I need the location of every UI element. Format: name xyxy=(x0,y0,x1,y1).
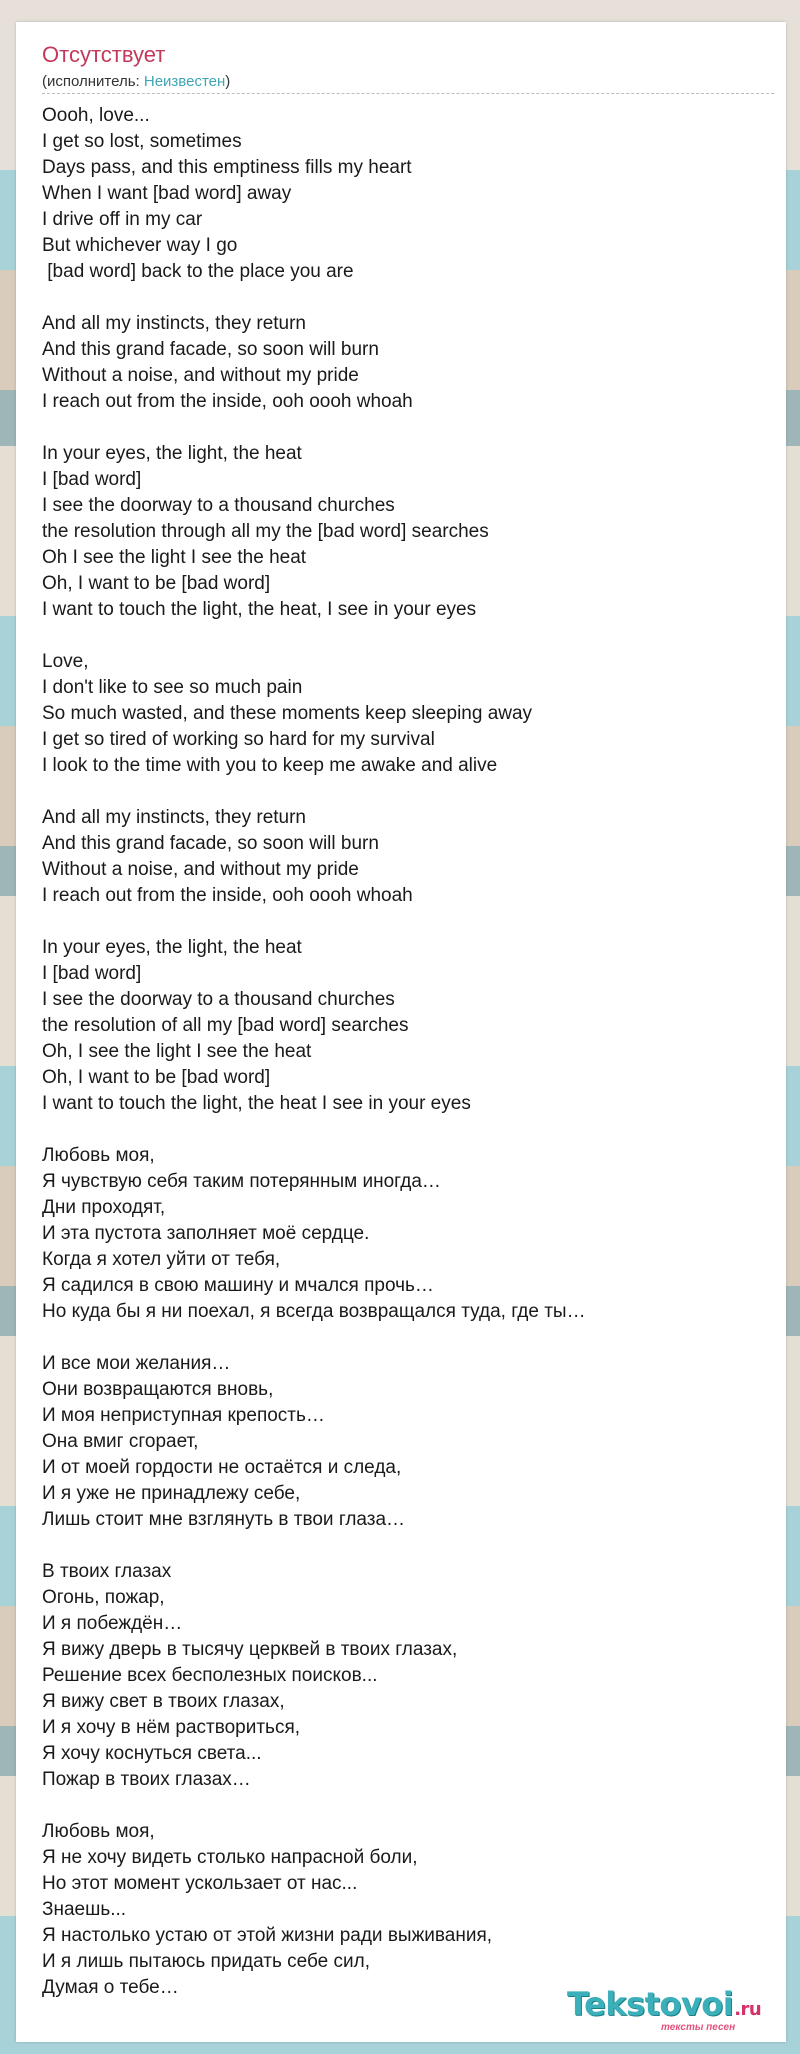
lyrics-line: In your eyes, the light, the heat xyxy=(42,443,302,464)
lyrics-line: Days pass, and this emptiness fills my heart xyxy=(42,157,412,178)
lyrics-line: I [bad word] xyxy=(42,469,142,490)
lyrics-line: I look to the time with you to keep me awake and alive xyxy=(42,755,498,776)
lyrics-line: Oh, I want to be [bad word] xyxy=(42,1067,271,1088)
lyrics-line: И я хочу в нём раствориться, xyxy=(42,1717,301,1738)
logo-wordmark xyxy=(567,1985,761,2023)
lyrics-line: Знаешь... xyxy=(42,1899,127,1920)
lyrics-blank-line xyxy=(42,909,762,935)
lyrics-line: И я уже не принадлежу себе, xyxy=(42,1483,301,1504)
lyrics-line: the resolution of all my [bad word] searches xyxy=(42,1015,409,1036)
lyrics-line: Любовь моя, xyxy=(42,1821,155,1842)
lyrics-paper xyxy=(16,22,786,2042)
lyrics-line: I get so lost, sometimes xyxy=(42,131,242,152)
lyrics-line: In your eyes, the light, the heat xyxy=(42,937,302,958)
lyrics-line: [bad word] back to the place you are xyxy=(42,261,354,282)
lyrics-line: Я вижу свет в твоих глазах, xyxy=(42,1691,285,1712)
lyrics-line: В твоих глазах xyxy=(42,1561,172,1582)
lyrics-line: the resolution through all my the [bad word] searches xyxy=(42,521,489,542)
lyrics-line: Огонь, пожар, xyxy=(42,1587,165,1608)
lyrics-line: I see the doorway to a thousand churches xyxy=(42,495,395,516)
lyrics-line: I reach out from the inside, ooh oooh whoah xyxy=(42,885,413,906)
lyrics-line: И я побеждён… xyxy=(42,1613,183,1634)
logo-tld: .ru xyxy=(734,1999,762,2020)
lyrics-line: I want to touch the light, the heat, I see in your eyes xyxy=(42,599,477,620)
lyrics-line: I want to touch the light, the heat I see in your eyes xyxy=(42,1093,471,1114)
lyrics-blank-line xyxy=(42,1325,762,1351)
artist-link[interactable]: Неизвестен xyxy=(143,73,226,90)
lyrics-line: Without a noise, and without my pride xyxy=(42,365,359,386)
lyrics-line: I drive off in my car xyxy=(42,209,203,230)
lyrics-blank-line xyxy=(42,1793,762,1819)
lyrics-line: Oh I see the light I see the heat xyxy=(42,547,307,568)
logo-name: Tekstovoi xyxy=(567,1985,734,2023)
lyrics-line: And all my instincts, they return xyxy=(42,807,306,828)
artist-suffix: ) xyxy=(225,73,231,90)
lyrics-line: So much wasted, and these moments keep sleeping away xyxy=(42,703,533,724)
lyrics-line: Любовь моя, xyxy=(42,1145,155,1166)
lyrics-line: Решение всех бесполезных поисков... xyxy=(42,1665,378,1686)
lyrics-blank-line xyxy=(42,779,762,805)
lyrics-line: Дни проходят, xyxy=(42,1197,166,1218)
lyrics-line: Она вмиг сгорает, xyxy=(42,1431,199,1452)
artist-prefix: (исполнитель: xyxy=(42,73,144,90)
lyrics-line: Я вижу дверь в тысячу церквей в твоих глазах, xyxy=(42,1639,458,1660)
lyrics-body xyxy=(42,103,762,2001)
lyrics-blank-line xyxy=(42,1533,762,1559)
lyrics-line: И я лишь пытаюсь придать себе сил, xyxy=(42,1951,370,1972)
lyrics-line: И моя неприступная крепость… xyxy=(42,1405,325,1426)
lyrics-line: Я чувствую себя таким потерянным иногда… xyxy=(42,1171,441,1192)
lyrics-line: Я хочу коснуться света... xyxy=(42,1743,262,1764)
lyrics-line: I reach out from the inside, ooh oooh whoah xyxy=(42,391,413,412)
lyrics-line: I don't like to see so much pain xyxy=(42,677,303,698)
lyrics-line: Они возвращаются вновь, xyxy=(42,1379,274,1400)
lyrics-line: I [bad word] xyxy=(42,963,142,984)
lyrics-line: И от моей гордости не остаётся и следа, xyxy=(42,1457,402,1478)
lyrics-line: And this grand facade, so soon will burn xyxy=(42,339,379,360)
lyrics-line: Но куда бы я ни поехал, я всегда возвращался туда, где ты… xyxy=(42,1301,586,1322)
lyrics-line: Love, xyxy=(42,651,89,672)
lyrics-line: Думая о тебе… xyxy=(42,1977,179,1998)
lyrics-line: And all my instincts, they return xyxy=(42,313,306,334)
lyrics-line: Я настолько устаю от этой жизни ради выживания, xyxy=(42,1925,493,1946)
lyrics-line: И эта пустота заполняет моё сердце. xyxy=(42,1223,370,1244)
lyrics-blank-line xyxy=(42,623,762,649)
song-title: Отсутствует xyxy=(42,42,166,67)
lyrics-line: Лишь стоит мне взглянуть в твои глаза… xyxy=(42,1509,406,1530)
lyrics-line: Когда я хотел уйти от тебя, xyxy=(42,1249,281,1270)
lyrics-blank-line xyxy=(42,1117,762,1143)
lyrics-line: I get so tired of working so hard for my survival xyxy=(42,729,435,750)
lyrics-line: Without a noise, and without my pride xyxy=(42,859,359,880)
site-logo[interactable] xyxy=(567,1985,777,2035)
logo-tagline: тексты песен xyxy=(661,2022,736,2033)
lyrics-line: Oh, I want to be [bad word] xyxy=(42,573,271,594)
lyrics-blank-line xyxy=(42,285,762,311)
lyrics-line: When I want [bad word] away xyxy=(42,183,292,204)
lyrics-line: Oh, I see the light I see the heat xyxy=(42,1041,312,1062)
lyrics-line: Пожар в твоих глазах… xyxy=(42,1769,251,1790)
lyrics-line: Oooh, love... xyxy=(42,105,150,126)
lyrics-line: And this grand facade, so soon will burn xyxy=(42,833,379,854)
artist-line xyxy=(42,73,230,90)
lyrics-line: И все мои желания… xyxy=(42,1353,231,1374)
lyrics-line: Я не хочу видеть столько напрасной боли, xyxy=(42,1847,418,1868)
lyrics-line: But whichever way I go xyxy=(42,235,238,256)
lyrics-blank-line xyxy=(42,415,762,441)
lyrics-line: Но этот момент ускользает от нас... xyxy=(42,1873,358,1894)
lyrics-line: Я садился в свою машину и мчался прочь… xyxy=(42,1275,434,1296)
lyrics-line: I see the doorway to a thousand churches xyxy=(42,989,395,1010)
title-divider xyxy=(42,93,774,94)
